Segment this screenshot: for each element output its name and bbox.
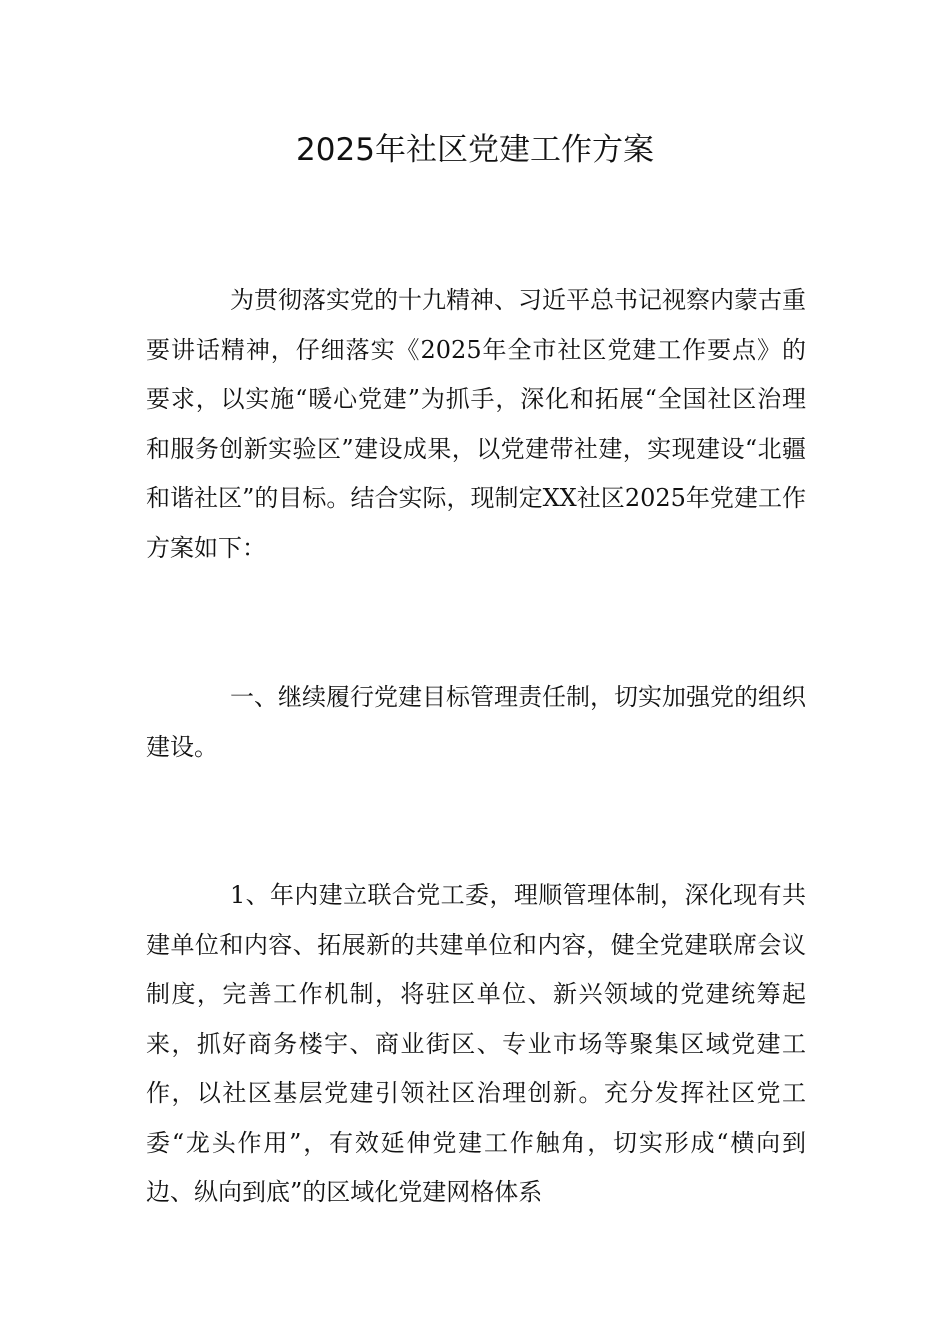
document-title: 2025年社区党建工作方案 (296, 132, 654, 168)
paragraph-item-one: 1、年内建立联合党工委，理顺管理体制，深化现有共建单位和内容、拓展新的共建单位和内容，健全党建联席会议制度，完善工作机制，将驻区单位、新兴领域的党建统筹起来，抓好商务楼宇、商业街区、专业市场等聚集区域党建工作，以社区基层党建引领社区治理创新。充分发挥社区党工委“龙头作用”，有效延伸党建工作触角，切实形成“横向到边、纵向到底”的区域化党建网格体系 (146, 881, 806, 1206)
paragraph-intro: 为贯彻落实党的十九精神、习近平总书记视察内蒙古重要讲话精神，仔细落实《2025年全市社区党建工作要点》的要求，以实施“暖心党建”为抓手，深化和拓展“全国社区治理和服务创新实验区”建设成果，以党建带社建，实现建设“北疆和谐社区”的目标。结合实际，现制定XX社区2025年党建工作方案如下： (146, 286, 806, 562)
paragraph-section-one-heading: 一、继续履行党建目标管理责任制，切实加强党的组织建设。 (146, 683, 806, 761)
